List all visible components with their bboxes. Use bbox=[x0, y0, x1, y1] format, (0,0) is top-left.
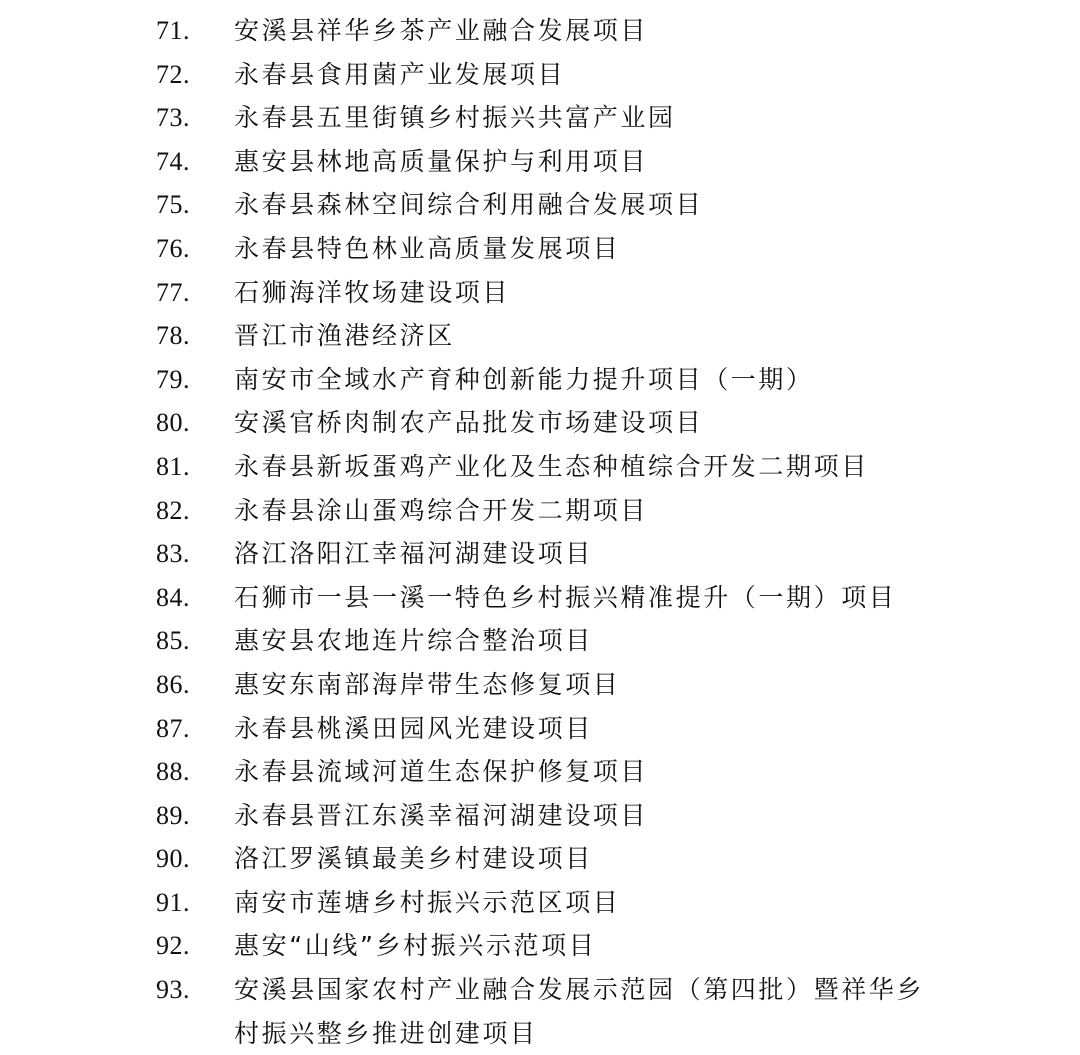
item-number: 84. bbox=[156, 582, 190, 612]
item-text: 安溪县祥华乡茶产业融合发展项目 bbox=[234, 16, 649, 45]
list-item bbox=[0, 794, 1080, 838]
list-item bbox=[0, 663, 1080, 707]
list-item bbox=[0, 489, 1080, 533]
item-number: 92. bbox=[156, 931, 190, 961]
list-item bbox=[0, 968, 1080, 1055]
item-number: 82. bbox=[156, 495, 190, 525]
item-number: 90. bbox=[156, 844, 190, 874]
item-number: 86. bbox=[156, 669, 190, 699]
list-item bbox=[0, 837, 1080, 881]
item-number: 75. bbox=[156, 190, 190, 220]
project-list bbox=[0, 9, 1080, 1055]
item-number: 80. bbox=[156, 408, 190, 438]
list-item bbox=[0, 881, 1080, 925]
list-item bbox=[0, 619, 1080, 663]
list-item bbox=[0, 53, 1080, 97]
item-text: 惠安东南部海岸带生态修复项目 bbox=[234, 669, 621, 699]
item-text: 永春县涂山蛋鸡综合开发二期项目 bbox=[234, 495, 649, 525]
item-number: 77. bbox=[156, 277, 190, 307]
item-text: 惠安“山线”乡村振兴示范项目 bbox=[234, 931, 597, 961]
item-text: 永春县食用菌产业发展项目 bbox=[234, 59, 566, 89]
list-item bbox=[0, 576, 1080, 620]
item-number: 73. bbox=[156, 103, 190, 133]
item-text: 安溪县国家农村产业融合发展示范园（第四批）暨祥华乡村振兴整乡推进创建项目 bbox=[234, 975, 925, 1048]
item-text: 永春县晋江东溪幸福河湖建设项目 bbox=[234, 800, 649, 830]
item-text: 惠安县林地高质量保护与利用项目 bbox=[234, 146, 649, 176]
item-number: 76. bbox=[156, 233, 190, 263]
item-number: 74. bbox=[156, 146, 190, 176]
item-text: 永春县新坂蛋鸡产业化及生态种植综合开发二期项目 bbox=[234, 451, 869, 481]
item-number: 79. bbox=[156, 364, 190, 394]
item-text: 安溪官桥肉制农产品批发市场建设项目 bbox=[234, 408, 704, 438]
list-item bbox=[0, 183, 1080, 227]
item-number: 93. bbox=[156, 975, 190, 1005]
item-text: 南安市莲塘乡村振兴示范区项目 bbox=[234, 887, 621, 917]
item-number: 78. bbox=[156, 321, 190, 351]
list-item bbox=[0, 401, 1080, 445]
item-number: 72. bbox=[156, 59, 190, 89]
item-text: 永春县桃溪田园风光建设项目 bbox=[234, 713, 593, 743]
item-text: 石狮海洋牧场建设项目 bbox=[234, 277, 511, 307]
item-text: 永春县特色林业高质量发展项目 bbox=[234, 233, 621, 263]
item-text: 惠安县农地连片综合整治项目 bbox=[234, 626, 593, 656]
list-item bbox=[0, 314, 1080, 358]
list-item bbox=[0, 358, 1080, 402]
item-text: 永春县森林空间综合利用融合发展项目 bbox=[234, 190, 704, 220]
item-number: 89. bbox=[156, 800, 190, 830]
list-item bbox=[0, 96, 1080, 140]
item-number: 91. bbox=[156, 887, 190, 917]
list-item bbox=[0, 707, 1080, 751]
item-text: 永春县流域河道生态保护修复项目 bbox=[234, 757, 649, 787]
list-item bbox=[0, 140, 1080, 184]
item-text: 晋江市渔港经济区 bbox=[234, 321, 455, 351]
item-number: 88. bbox=[156, 757, 190, 787]
list-item bbox=[0, 924, 1080, 968]
list-item bbox=[0, 750, 1080, 794]
item-number: 85. bbox=[156, 626, 190, 656]
list-item bbox=[0, 271, 1080, 315]
item-number: 87. bbox=[156, 713, 190, 743]
item-number: 81. bbox=[156, 451, 190, 481]
item-number: 71. bbox=[156, 16, 190, 45]
item-number: 83. bbox=[156, 539, 190, 569]
item-text: 南安市全域水产育种创新能力提升项目（一期） bbox=[234, 364, 814, 394]
item-text: 洛江洛阳江幸福河湖建设项目 bbox=[234, 539, 593, 569]
list-item bbox=[0, 445, 1080, 489]
list-item bbox=[0, 9, 1080, 53]
item-text: 石狮市一县一溪一特色乡村振兴精准提升（一期）项目 bbox=[234, 582, 897, 612]
list-item bbox=[0, 532, 1080, 576]
item-text: 洛江罗溪镇最美乡村建设项目 bbox=[234, 844, 593, 874]
list-item bbox=[0, 227, 1080, 271]
item-text: 永春县五里街镇乡村振兴共富产业园 bbox=[234, 103, 676, 133]
